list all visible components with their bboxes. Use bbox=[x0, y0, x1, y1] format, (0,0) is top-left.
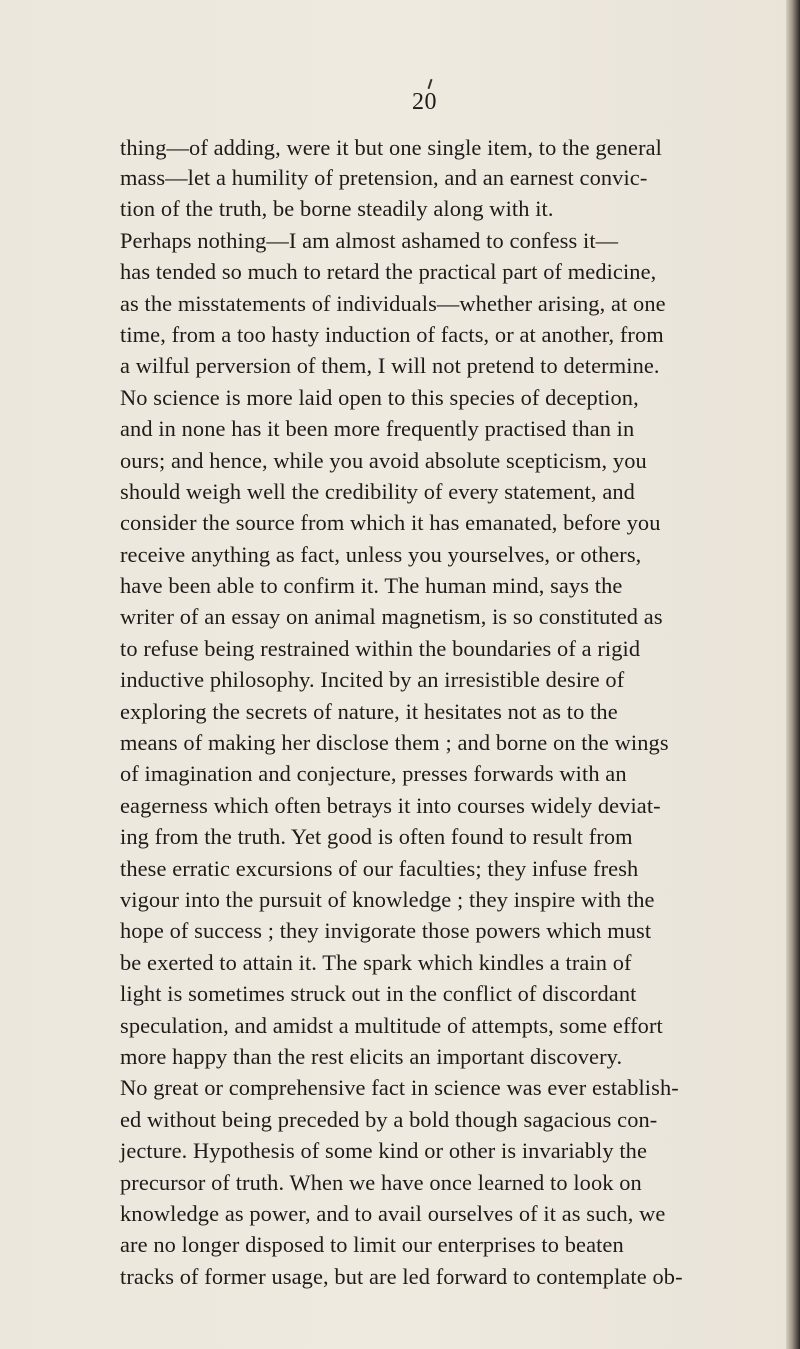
text-line: time, from a too hasty induction of facts, or at another, from bbox=[120, 321, 664, 347]
text-line: No great or comprehensive fact in science was ever establish- bbox=[120, 1075, 679, 1101]
text-line: of imagination and conjecture, presses forwards with an bbox=[120, 761, 627, 787]
body-text bbox=[120, 133, 786, 1292]
text-line: knowledge as power, and to avail ourselves of it as such, we bbox=[120, 1200, 666, 1226]
text-line: has tended so much to retard the practical part of medicine, bbox=[120, 259, 657, 285]
text-line: means of making her disclose them ; and borne on the wings bbox=[120, 730, 669, 756]
page-number: 20 bbox=[412, 89, 437, 115]
text-line: No science is more laid open to this species of deception, bbox=[120, 384, 639, 410]
text-line: ing from the truth. Yet good is often found to result from bbox=[120, 824, 633, 850]
text-line: as the misstatements of individuals—whether arising, at one bbox=[120, 290, 666, 316]
text-line: be exerted to attain it. The spark which kindles a train of bbox=[120, 949, 632, 975]
text-line: Perhaps nothing—I am almost ashamed to confess it— bbox=[120, 227, 619, 253]
text-line: eagerness which often betrays it into courses widely deviat- bbox=[120, 792, 661, 818]
page-binding-edge bbox=[786, 0, 800, 1349]
text-line: are no longer disposed to limit our enterprises to beaten bbox=[120, 1232, 624, 1258]
text-line: jecture. Hypothesis of some kind or other is invariably the bbox=[120, 1138, 647, 1164]
text-line: these erratic excursions of our faculties; they infuse fresh bbox=[120, 855, 639, 881]
text-line: receive anything as fact, unless you yourselves, or others, bbox=[120, 541, 642, 567]
text-line: consider the source from which it has emanated, before you bbox=[120, 510, 661, 536]
text-line: ed without being preceded by a bold though sagacious con- bbox=[120, 1106, 658, 1132]
text-line: more happy than the rest elicits an important discovery. bbox=[120, 1043, 623, 1069]
text-line: vigour into the pursuit of knowledge ; they inspire with the bbox=[120, 886, 655, 912]
text-line: ours; and hence, while you avoid absolute scepticism, you bbox=[120, 447, 647, 473]
text-line: a wilful perversion of them, I will not pretend to determine. bbox=[120, 353, 660, 379]
text-line: speculation, and amidst a multitude of attempts, some effort bbox=[120, 1012, 663, 1038]
text-line: to refuse being restrained within the boundaries of a rigid bbox=[120, 635, 641, 661]
text-line: inductive philosophy. Incited by an irresistible desire of bbox=[120, 667, 625, 693]
text-line: tracks of former usage, but are led forward to contemplate ob- bbox=[120, 1263, 683, 1289]
text-line: thing—of adding, were it but one single item, to the general bbox=[120, 135, 662, 160]
pen-mark bbox=[428, 79, 433, 89]
text-line: precursor of truth. When we have once learned to look on bbox=[120, 1169, 642, 1195]
text-line: tion of the truth, be borne steadily along with it. bbox=[120, 196, 554, 222]
text-line: have been able to confirm it. The human mind, says the bbox=[120, 573, 623, 599]
text-line: mass—let a humility of pretension, and an earnest convic- bbox=[120, 165, 648, 190]
text-line: and in none has it been more frequently practised than in bbox=[120, 416, 635, 442]
text-line: light is sometimes struck out in the conflict of discordant bbox=[120, 981, 637, 1007]
text-line: should weigh well the credibility of every statement, and bbox=[120, 478, 635, 504]
text-line: writer of an essay on animal magnetism, is so constituted as bbox=[120, 604, 663, 630]
text-line: exploring the secrets of nature, it hesitates not as to the bbox=[120, 698, 618, 724]
text-line: hope of success ; they invigorate those powers which must bbox=[120, 918, 652, 944]
